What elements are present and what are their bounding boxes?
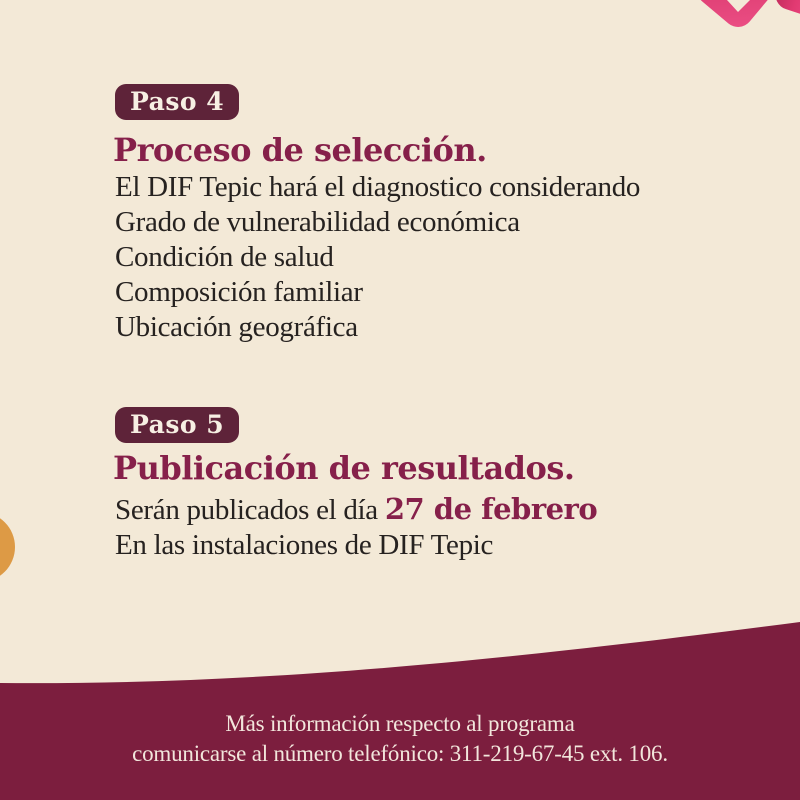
step-5-title: Publicación de resultados.: [113, 449, 575, 487]
pink-die-right: [772, 0, 800, 24]
step-5-badge: Paso 5: [115, 407, 239, 443]
footer-wave-shape: [0, 615, 800, 800]
step-5-location-line: En las instalaciones de DIF Tepic: [115, 529, 494, 561]
footer-line-1: Más información respecto al programa: [225, 711, 575, 736]
step-5-result-line: [115, 492, 597, 528]
step-4-line-4: Composición familiar: [115, 276, 363, 308]
step-4-line-2: Grado de vulnerabilidad económica: [115, 206, 520, 238]
footer-info: [0, 709, 800, 769]
step-4-line-1: El DIF Tepic hará el diagnostico considerando: [115, 171, 641, 203]
step-4-badge: Paso 4: [115, 84, 239, 120]
orange-circle-decoration: [0, 512, 15, 582]
step-4-title: Proceso de selección.: [113, 131, 487, 169]
footer-line-2: comunicarse al número telefónico: 311-219-67-45 ext. 106.: [132, 741, 668, 766]
step-4-body: [115, 170, 640, 345]
step-4-line-5: Ubicación geográfica: [115, 311, 358, 343]
result-prefix: Serán publicados el día: [115, 494, 378, 526]
step-4-line-3: Condición de salud: [115, 241, 334, 273]
pink-dice-decoration: [630, 0, 800, 70]
result-date: 27 de febrero: [384, 492, 598, 526]
